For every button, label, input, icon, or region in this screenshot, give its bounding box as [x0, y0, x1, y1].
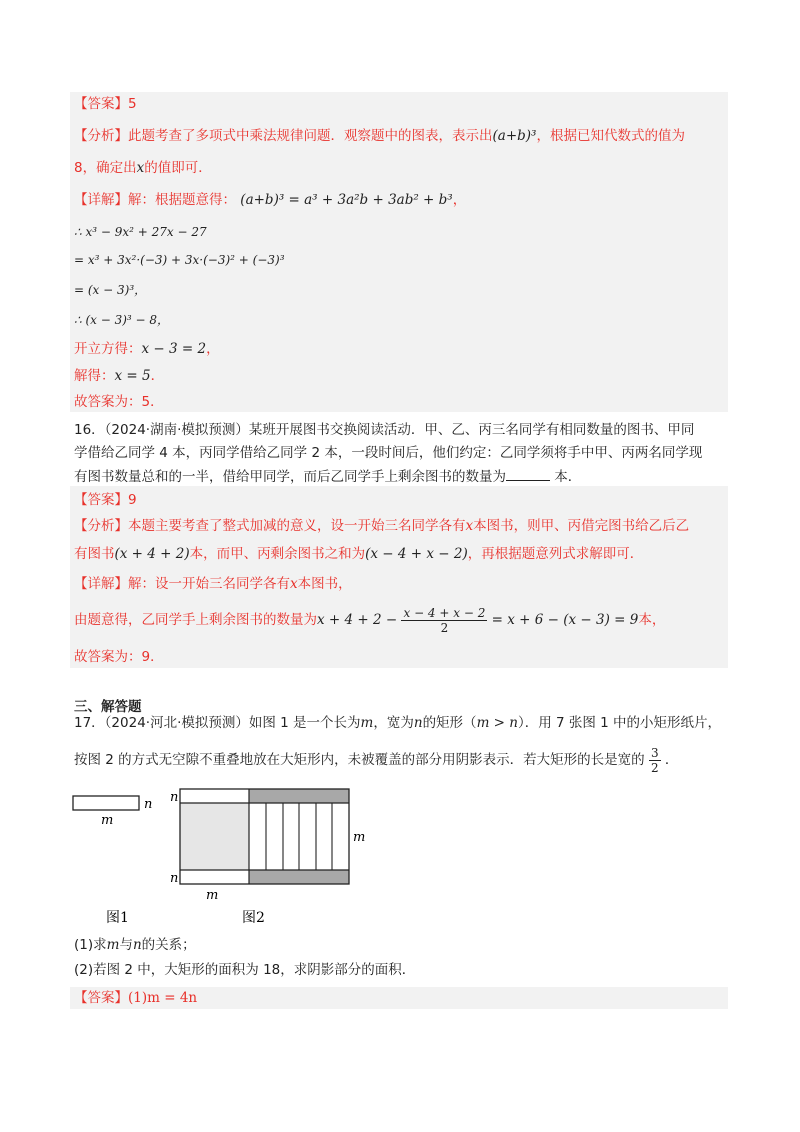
- q17-stem-line1: 17．（2024·河北·模拟预测）如图 1 是一个长为m，宽为n的矩形（m > n）．用 7 张图 1 中的小矩形纸片，: [74, 715, 722, 731]
- q16-analysis-line1: 【分析】本题主要考查了整式加减的意义，设一开始三名同学各有x本图书，则甲、丙借完图书给乙后乙: [74, 518, 690, 534]
- q15-analysis-line1: 【分析】此题考查了多项式中乘法规律问题．观察题中的图表，表示出(a+b)³，根据已知代数式的值为: [74, 128, 685, 144]
- q15-step3: = (x − 3)³，: [74, 283, 147, 297]
- q16-stem-line2: 学借给乙同学 4 本，丙同学借给乙同学 2 本，一段时间后，他们约定：乙同学须将手中甲、丙两名同学现: [74, 445, 703, 461]
- q17-answer: 【答案】(1)m = 4n: [74, 990, 198, 1006]
- fig1-label-m: m: [101, 813, 114, 828]
- answer-blank: [506, 466, 550, 481]
- section-title: 三、解答题: [74, 699, 142, 715]
- q16-final-answer: 故答案为：9．: [74, 649, 164, 665]
- q15-final-answer: 故答案为：5．: [74, 394, 164, 410]
- fig2-shaded-bottom-right: [249, 870, 349, 884]
- ratio-fraction: $\frac{3}{2}$: [650, 745, 659, 775]
- fig1-small-rectangle: [73, 796, 139, 810]
- q17-part2: (2)若图 2 中，大矩形的面积为 18，求阴影部分的面积．: [74, 962, 416, 978]
- q15-cube-root: 开立方得：x − 3 = 2，: [74, 341, 220, 357]
- q17-part1: (1)求m与n的关系；: [74, 937, 196, 953]
- q15-step1: ∴ x³ − 9x² + 27x − 27: [74, 225, 207, 239]
- calc-fraction: $\frac{x - 4 + x - 2}{2}$: [403, 605, 486, 635]
- fig1-label-n: n: [144, 797, 153, 812]
- q16-detail-line: 【详解】解：设一开始三名同学各有x本图书，: [74, 576, 352, 592]
- fig2-shaded-left: [180, 803, 249, 870]
- q16-answer: 【答案】9: [74, 492, 137, 508]
- q15-detail-line: 【详解】解：根据题意得： (a+b)³ = a³ + 3a²b + 3ab² + b³，: [74, 192, 467, 208]
- q16-analysis-line2: 有图书(x + 4 + 2)本，而甲、丙剩余图书之和为(x − 4 + x − 2)，再根据题意列式求解即可．: [74, 546, 644, 562]
- fig2-shaded-top-right: [249, 789, 349, 803]
- q15-step4: ∴ (x − 3)³ − 8，: [74, 313, 170, 327]
- q17-stem-line2: 按图 2 的方式无空隙不重叠地放在大矩形内，未被覆盖的部分用阴影表示．若大矩形的长是宽的 $\frac{3}{2}$ ．: [74, 745, 679, 775]
- q15-answer: 【答案】5: [74, 96, 137, 112]
- q15-analysis-line2: 8，确定出x的值即可．: [74, 160, 212, 176]
- q16-calculation: 由题意得，乙同学手上剩余图书的数量为x + 4 + 2 − $\frac{x - 4 + x - 2}{2}$ = x + 6 − (x − 3) = 9本，: [74, 605, 666, 635]
- q15-solve: 解得：x = 5．: [74, 368, 165, 384]
- fig2-label-n-top: n: [170, 790, 179, 805]
- fig1-caption: 图1: [106, 910, 129, 926]
- q16-stem-line1: 16．（2024·湖南·模拟预测）某班开展图书交换阅读活动．甲、乙、丙三名同学有相同数量的图书、甲同: [74, 422, 695, 438]
- q15-step2: = x³ + 3x²·(−3) + 3x·(−3)² + (−3)³: [74, 253, 285, 267]
- fig2-label-n-bottom: n: [170, 871, 179, 886]
- q17-figures: [68, 786, 388, 926]
- fig2-label-m-right: m: [353, 830, 366, 845]
- fig2-caption: 图2: [242, 910, 265, 926]
- fig2-label-m-bottom: m: [206, 888, 219, 903]
- q16-stem-line3: 有图书数量总和的一半，借给甲同学，而后乙同学手上剩余图书的数量为 本．: [74, 466, 581, 487]
